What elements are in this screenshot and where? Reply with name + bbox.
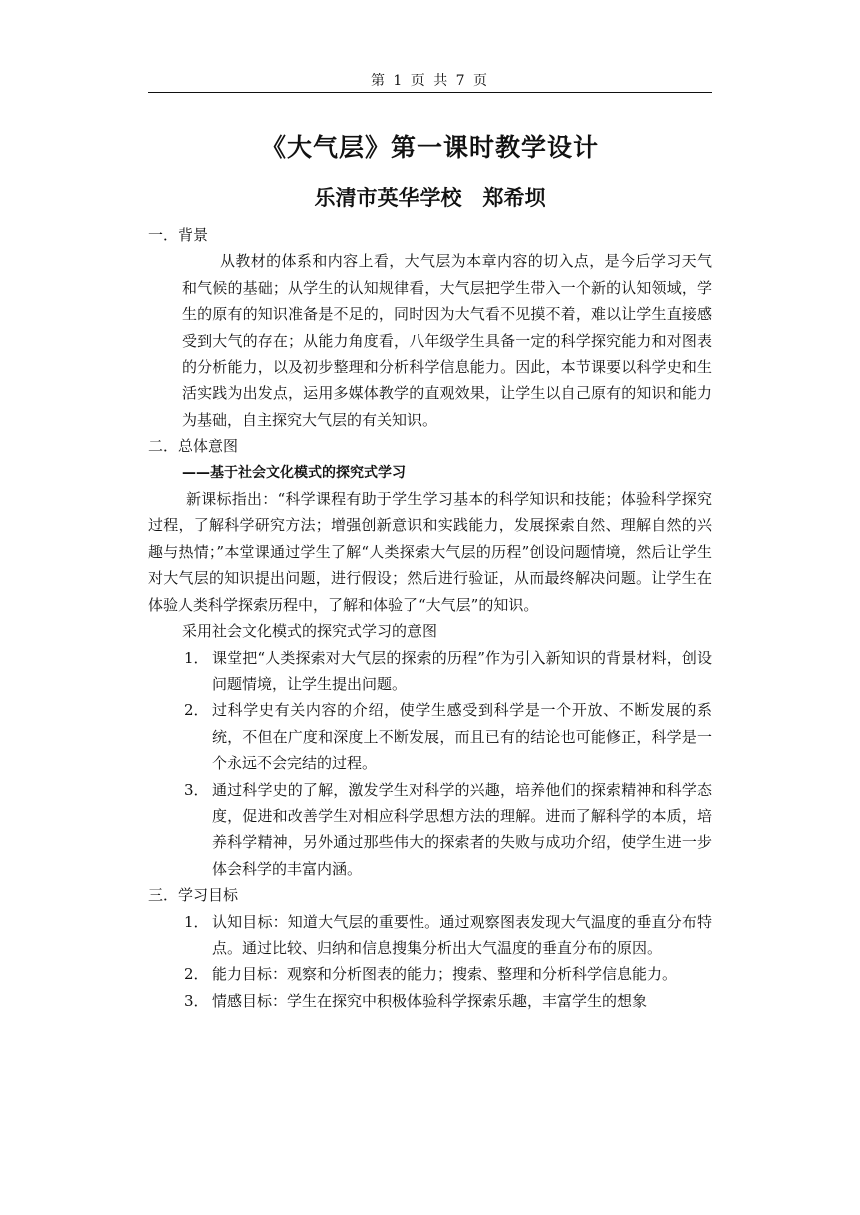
background-paragraph: 从教材的体系和内容上看，大气层为本章内容的切入点，是今后学习天气和气候的基础；从学生的认知规律看，大气层把学生带入一个新的认知领域，学生的原有的知识准备是不足的，同时因为大气看不见摸不着，难以让学生直接感受到大气的存在；从能力角度看，八年级学生具备一定的科学探究能力和对图表的分析能力，以及初步整理和分析科学信息能力。因此，本节课要以科学史和生活实践为出发点，运用多媒体教学的直观效果，让学生以自己原有的知识和能力为基础，自主探究大气层的有关知识。 — [182, 252, 712, 429]
list-item-number: 2． — [184, 701, 209, 720]
list-item — [148, 988, 712, 1014]
list-item — [148, 697, 712, 776]
page-header: 第 1 页 共 7 页 — [370, 73, 490, 89]
document-title: 《大气层》第一课时教学设计 — [260, 133, 599, 162]
list-item-text: 通过科学史的了解，激发学生对科学的兴趣，培养他们的探索精神和科学态度，促进和改善学生对相应科学思想方法的理解。进而了解科学的本质，培养科学精神，另外通过那些伟大的探索者的失败与成功介绍，使学生进一步体会科学的丰富内涵。 — [212, 780, 712, 878]
list-item-text: 过科学史有关内容的介绍，使学生感受到科学是一个开放、不断发展的系统，不但在广度和深度上不断发展，而且已有的结论也可能修正，科学是一个永远不会完结的过程。 — [212, 701, 712, 773]
list-item-number: 3． — [184, 780, 209, 799]
section-heading-intent: 二．总体意图 — [148, 437, 239, 456]
intent-list — [148, 645, 712, 883]
list-item — [148, 961, 712, 987]
intent-subtitle: ——基于社会文化模式的探究式学习 — [182, 464, 406, 481]
section-heading-goals: 三．学习目标 — [148, 886, 239, 905]
list-item-number: 1． — [184, 912, 209, 931]
document-body — [148, 222, 712, 1014]
list-item — [148, 909, 712, 962]
author-line: 乐清市英华学校 郑希坝 — [314, 186, 546, 210]
list-item-text: 情感目标：学生在探究中积极体验科学探索乐趣，丰富学生的想象 — [212, 991, 648, 1010]
list-item-text: 能力目标：观察和分析图表的能力；搜索、整理和分析科学信息能力。 — [212, 965, 678, 984]
list-item-number: 3． — [184, 991, 209, 1010]
list-item — [148, 645, 712, 698]
section-heading-background: 一．背景 — [148, 226, 209, 244]
goals-list — [148, 909, 712, 1015]
intent-lead: 采用社会文化模式的探究式学习的意图 — [182, 622, 438, 641]
header-divider — [148, 92, 712, 93]
list-item-text: 认知目标：知道大气层的重要性。通过观察图表发现大气温度的垂直分布特点。通过比较、归纳和信息搜集分析出大气温度的垂直分布的原因。 — [212, 912, 712, 957]
list-item-number: 1． — [184, 648, 209, 667]
list-item-number: 2． — [184, 965, 209, 984]
list-item — [148, 777, 712, 883]
intent-paragraph: 新课标指出：“科学课程有助于学生学习基本的科学知识和技能；体验科学探究过程，了解科学研究方法；增强创新意识和实践能力，发展探索自然、理解自然的兴趣与热情；”本堂课通过学生了解“人类探索大气层的历程”创设问题情境，然后让学生对大气层的知识提出问题，进行假设；然后进行验证，从而最终解决问题。让学生在体验人类科学探索历程中，了解和体验了“大气层”的知识。 — [148, 490, 712, 614]
list-item-text: 课堂把“人类探索对大气层的探索的历程”作为引入新知识的背景材料，创设问题情境，让学生提出问题。 — [212, 648, 712, 693]
